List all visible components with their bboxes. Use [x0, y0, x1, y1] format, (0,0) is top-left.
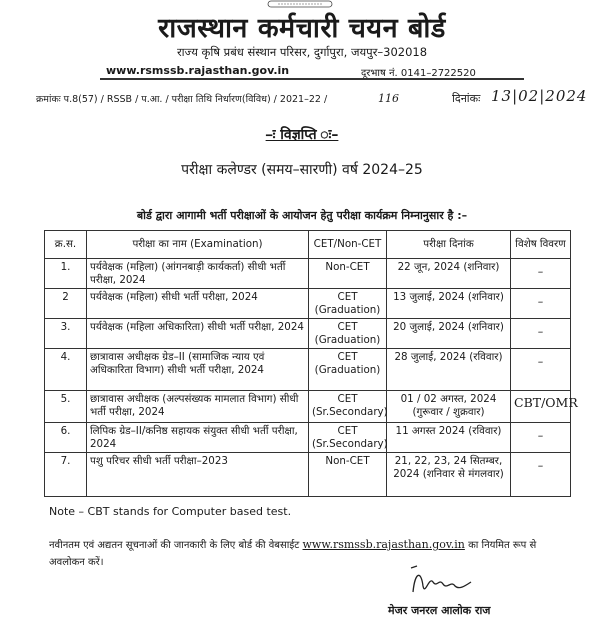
board-website-link[interactable]: www.rsmssb.rajasthan.gov.in: [106, 64, 290, 77]
board-title: राजस्थान कर्मचारी चयन बोर्ड: [158, 13, 446, 44]
footer-text-before: नवीनतम एवं अद्यतन सूचनाओं की जानकारी के लिए बोर्ड की वेबसाईट: [49, 540, 300, 551]
table-row: [45, 349, 571, 391]
signatory-name: मेजर जनरल आलोक राज: [388, 604, 491, 617]
footer-website-link[interactable]: www.rsmssb.rajasthan.gov.in: [302, 538, 465, 551]
footer-text-after: का नियमित रूप से अवलोकन करें।: [49, 540, 537, 568]
row-serial: 4.: [45, 349, 87, 391]
header-exam-date: परीक्षा दिनांक: [387, 231, 511, 259]
row-cet: CET (Graduation): [309, 319, 387, 349]
notice-heading: –ः विज्ञप्ति ः–: [265, 127, 339, 143]
handwritten-reference-number: 116: [378, 92, 399, 105]
calendar-subtitle: परीक्षा कलेण्डर (समय–सारणी) वर्ष 2024–25: [181, 162, 423, 178]
table-row: [45, 423, 571, 453]
row-serial: 5.: [45, 391, 87, 423]
table-row: [45, 453, 571, 497]
cbt-note: Note – CBT stands for Computer based test.: [49, 505, 292, 518]
header-cet: CET/Non-CET: [309, 231, 387, 259]
exam-schedule-table: [44, 230, 578, 497]
row-remark: [511, 289, 571, 319]
header-remarks: विशेष विवरण: [511, 231, 571, 259]
row-serial: 3.: [45, 319, 87, 349]
date-label: दिनांकः: [452, 92, 481, 105]
row-exam-name: लिपिक ग्रेड–II/कनिष्ठ सहायक संयुक्त सीधी भर्ती परीक्षा, 2024: [87, 423, 309, 453]
intro-text: बोर्ड द्वारा आगामी भर्ती परीक्षाओं के आयोजन हेतु परीक्षा कार्यक्रम निम्नानुसार है :–: [136, 209, 468, 222]
remark-text: –: [537, 325, 544, 339]
row-remark: [511, 259, 571, 289]
row-serial: 2: [45, 289, 87, 319]
row-serial: 6.: [45, 423, 87, 453]
board-phone: दूरभाष नं. 0141–2722520: [361, 68, 476, 79]
table-row: [45, 319, 571, 349]
remark-text: –: [537, 459, 544, 473]
row-exam-date: 11 अगस्त 2024 (रविवार): [387, 423, 511, 453]
row-serial: 7.: [45, 453, 87, 497]
table-row: [45, 289, 571, 319]
row-exam-name: छात्रावास अधीक्षक ग्रेड–II (सामाजिक न्याय एवं अधिकारिता विभाग) सीधी भर्ती परीक्षा, 2024: [87, 349, 309, 391]
row-cet: CET (Sr.Secondary): [309, 423, 387, 453]
row-exam-name: पर्यवेक्षक (महिला) (आंगनबाड़ी कार्यकर्ता) सीधी भर्ती परीक्षा, 2024: [87, 259, 309, 289]
row-cet: Non-CET: [309, 453, 387, 497]
table-header-row: [45, 231, 571, 259]
header-divider: [100, 78, 524, 80]
signature-mark: [407, 562, 487, 602]
row-exam-date: 28 जुलाई, 2024 (रविवार): [387, 349, 511, 391]
handwritten-date: 13|02|2024: [491, 87, 588, 105]
board-logo: [264, 0, 336, 8]
row-remark: [511, 391, 578, 423]
row-exam-date: 01 / 02 अगस्त, 2024 (गुरूवार / शुक्रवार): [387, 391, 511, 423]
table-row: [45, 259, 571, 289]
row-remark: [511, 319, 571, 349]
row-exam-date: 13 जुलाई, 2024 (शनिवार): [387, 289, 511, 319]
row-remark: [511, 349, 571, 391]
row-exam-date: 22 जून, 2024 (शनिवार): [387, 259, 511, 289]
header-serial: क्र.स.: [45, 231, 87, 259]
row-exam-date: 20 जुलाई, 2024 (शनिवार): [387, 319, 511, 349]
row-cet: CET (Graduation): [309, 349, 387, 391]
row-exam-name: पर्यवेक्षक (महिला) सीधी भर्ती परीक्षा, 2024: [87, 289, 309, 319]
remark-text: –: [537, 355, 544, 369]
row-exam-name: पशु परिचर सीधी भर्ती परीक्षा–2023: [87, 453, 309, 497]
row-cet: Non-CET: [309, 259, 387, 289]
row-cet: CET (Sr.Secondary): [309, 391, 387, 423]
remark-text: CBT/OMR: [514, 395, 578, 411]
row-remark: [511, 423, 571, 453]
remark-text: –: [537, 265, 544, 278]
row-remark: [511, 453, 571, 497]
row-exam-date: 21, 22, 23, 24 सितम्बर, 2024 (शनिवार से मंगलवार): [387, 453, 511, 497]
row-serial: 1.: [45, 259, 87, 289]
row-exam-name: छात्रावास अधीक्षक (अल्पसंख्यक मामलात विभाग) सीधी भर्ती परीक्षा, 2024: [87, 391, 309, 423]
remark-text: –: [537, 429, 544, 443]
remark-text: –: [537, 295, 544, 309]
board-address: राज्य कृषि प्रबंध संस्थान परिसर, दुर्गापुरा, जयपुर–302018: [176, 45, 428, 59]
row-cet: CET (Graduation): [309, 289, 387, 319]
reference-number: क्रमांकः प.8(57) / RSSB / प.आ. / परीक्षा तिथि निर्धारण(विविध) / 2021–22 /: [36, 94, 328, 105]
header-exam-name: परीक्षा का नाम (Examination): [87, 231, 309, 259]
table-row: [45, 391, 571, 423]
row-exam-name: पर्यवेक्षक (महिला अधिकारिता) सीधी भर्ती परीक्षा, 2024: [87, 319, 309, 349]
